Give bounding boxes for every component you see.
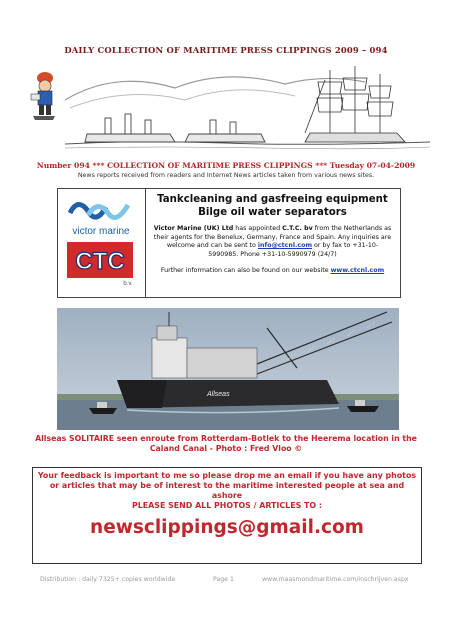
victor-marine-text: victor marine (72, 226, 130, 237)
ad-website-link[interactable]: www.ctcnl.com (330, 267, 385, 274)
waves-icon (70, 204, 128, 217)
issue-subtitle: News reports received from readers and Internet News articles taken from various news sites. (77, 172, 375, 179)
svg-text:CTC: CTC (75, 248, 125, 275)
issue-line: Number 094 *** COLLECTION OF MARITIME PRESS CLIPPINGS *** Tuesday 07-04-2009 (36, 161, 416, 170)
ad-body: Victor Marine (UK) Ltd has appointed C.T.C. bv from the Netherlands as their agents for the Benelux, Germany, France and Spain. Any inquiries are welcome and can be sent to info@ctcnl.com or by fax to +31-10-5990985. Phone +31-10-5990979 (24/7) (153, 225, 392, 258)
feedback-box (32, 467, 422, 564)
victor-marine-logo (58, 189, 145, 296)
ctc-logo (67, 242, 133, 287)
feedback-request: PLEASE SEND ALL PHOTOS / ARTICLES TO : (131, 501, 323, 510)
footer-url[interactable]: www.maasmondmaritime.com/inschrijven.aspx (262, 576, 409, 583)
ad-logos (58, 189, 145, 296)
ad-heading-2: Bilge oil water separators (198, 207, 347, 218)
header-illustration (25, 60, 430, 160)
newsclippings-email-link[interactable]: newsclippings@gmail.com (90, 517, 364, 538)
feedback-text: Your feedback is important to me so please drop me an email if you have any photos or articles that may be of interest to the maritime interested people at sea and ashore (37, 471, 417, 500)
svg-text:b.v.: b.v. (123, 281, 133, 287)
ad-heading-1: Tankcleaning and gasfreeing equipment (157, 194, 388, 205)
footer-page-number: Page 1 (213, 576, 234, 583)
vessel-photo (57, 308, 399, 430)
page-title: DAILY COLLECTION OF MARITIME PRESS CLIPPINGS 2009 – 094 (64, 45, 388, 55)
photo-caption: Allseas SOLITAIRE seen enroute from Rotterdam-Botlek to the Heerema location in the Caland Canal - Photo : Fred Vloo © (35, 434, 417, 453)
svg-text:Allseas: Allseas (207, 391, 230, 398)
footer-distribution: Distribution : daily 7325+ copies worldwide (40, 576, 176, 583)
ad-website-line: Further information can also be found on our website www.ctcnl.com (160, 267, 385, 274)
ad-email-link[interactable]: info@ctcnl.com (257, 242, 313, 249)
sailor-mascot-icon (31, 72, 55, 120)
ad-content (146, 189, 399, 296)
